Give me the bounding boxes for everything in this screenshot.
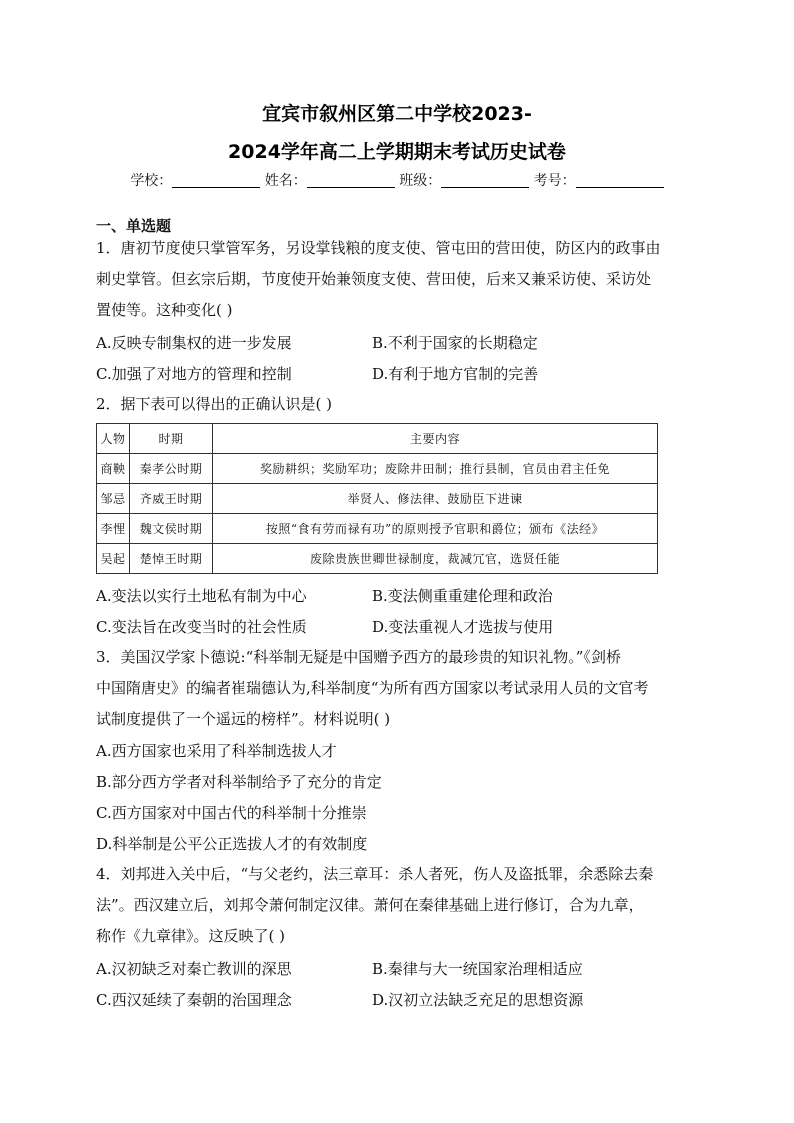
exam-title-line2: 2024学年高二上学期期末考试历史试卷 — [228, 141, 566, 163]
q4-option-c[interactable]: C.西汉延续了秦朝的治国理念 — [96, 991, 292, 1009]
table-header-cell: 主要内容 — [213, 424, 658, 454]
table-cell-period: 齐威王时期 — [130, 484, 213, 514]
table-cell-content: 按照“食有劳而禄有功”的原则授予官职和爵位；颁布《法经》 — [213, 514, 658, 544]
q1-line3: 置使等。这种变化( ) — [96, 301, 233, 319]
question-2-stem — [96, 389, 700, 420]
q2-line1: 2．据下表可以得出的正确认识是( ) — [96, 395, 333, 413]
q1-line1: 1．唐初节度使只掌管军务，另设掌钱粮的度支使、管屯田的营田使，防区内的政事由 — [96, 239, 661, 257]
question-3-stem — [96, 642, 700, 735]
q4-line3: 称作《九章律》。这反映了( ) — [96, 927, 285, 945]
class-blank[interactable] — [441, 173, 529, 188]
exam-number-label: 考号： — [533, 173, 576, 189]
q3-option-c[interactable]: C.西方国家对中国古代的科举制十分推崇 — [96, 804, 367, 822]
q1-option-a[interactable]: A.反映专制集权的进一步发展 — [96, 334, 292, 352]
table-cell-content: 废除贵族世卿世禄制度，裁减冗官，选贤任能 — [213, 544, 658, 574]
exam-number-blank[interactable] — [576, 173, 664, 188]
q4-option-a[interactable]: A.汉初缺乏对秦亡教训的深思 — [96, 960, 292, 978]
name-label: 姓名： — [264, 173, 307, 189]
q3-line1: 3．美国汉学家卜德说:“科举制无疑是中国赠予西方的最珍贵的知识礼物。”《剑桥 — [96, 648, 621, 666]
question-1-stem — [96, 233, 700, 326]
table-header-row — [97, 424, 658, 454]
table-row — [97, 454, 658, 484]
class-label: 班级： — [399, 173, 442, 189]
question-4-stem — [96, 859, 700, 952]
q3-option-a[interactable]: A.西方国家也采用了科举制选拔人才 — [96, 742, 337, 760]
q2-option-b[interactable]: B.变法侧重重建伦理和政治 — [372, 587, 553, 605]
q4-option-d[interactable]: D.汉初立法缺乏充足的思想资源 — [372, 991, 584, 1009]
q2-option-a[interactable]: A.变法以实行土地私有制为中心 — [96, 587, 307, 605]
q3-line3: 试制度提供了一个遥远的榜样”。材料说明( ) — [96, 710, 391, 728]
table-cell-period: 秦孝公时期 — [130, 454, 213, 484]
q4-line2: 法”。西汉建立后，刘邦令萧何制定汉律。萧何在秦律基础上进行修订，合为九章， — [96, 896, 644, 914]
table-cell-content: 举贤人、修法律、鼓励臣下进谏 — [213, 484, 658, 514]
q1-option-c[interactable]: C.加强了对地方的管理和控制 — [96, 365, 292, 383]
table-cell-person: 吴起 — [97, 544, 130, 574]
q2-option-d[interactable]: D.变法重视人才选拔与使用 — [372, 618, 554, 636]
exam-title-line1: 宜宾市叙州区第二中学校2023- — [262, 103, 532, 125]
name-blank[interactable] — [307, 173, 395, 188]
q4-option-b[interactable]: B.秦律与大一统国家治理相适应 — [372, 960, 583, 978]
table-cell-person: 商鞅 — [97, 454, 130, 484]
table-row — [97, 484, 658, 514]
section-title: 一、单选题 — [96, 217, 172, 235]
table-header-cell: 时期 — [130, 424, 213, 454]
student-info-fields — [0, 170, 794, 190]
q1-option-d[interactable]: D.有利于地方官制的完善 — [372, 365, 539, 383]
q3-option-d[interactable]: D.科举制是公平公正选拔人才的有效制度 — [96, 835, 368, 853]
q1-line2: 刺史掌管。但玄宗后期，节度使开始兼领度支使、营田使，后来又兼采访使、采访处 — [96, 270, 652, 288]
table-cell-period: 魏文侯时期 — [130, 514, 213, 544]
table-header-cell: 人物 — [97, 424, 130, 454]
school-blank[interactable] — [172, 173, 260, 188]
q1-option-b[interactable]: B.不利于国家的长期稳定 — [372, 334, 538, 352]
table-cell-period: 楚悼王时期 — [130, 544, 213, 574]
school-label: 学校： — [130, 173, 173, 189]
q4-line1: 4．刘邦进入关中后，“与父老约，法三章耳：杀人者死，伤人及盗抵罪，余悉除去秦 — [96, 865, 654, 883]
table-row — [97, 514, 658, 544]
table-row — [97, 544, 658, 574]
table-cell-content: 奖励耕织；奖励军功；废除井田制；推行县制，官员由君主任免 — [213, 454, 658, 484]
q3-line2: 中国隋唐史》的编者崔瑞德认为,科举制度“为所有西方国家以考试录用人员的文官考 — [96, 679, 649, 697]
q3-option-b[interactable]: B.部分西方学者对科举制给予了充分的肯定 — [96, 773, 382, 791]
table-cell-person: 邹忌 — [97, 484, 130, 514]
reform-table — [96, 423, 658, 574]
q2-option-c[interactable]: C.变法旨在改变当时的社会性质 — [96, 618, 307, 636]
table-cell-person: 李悝 — [97, 514, 130, 544]
